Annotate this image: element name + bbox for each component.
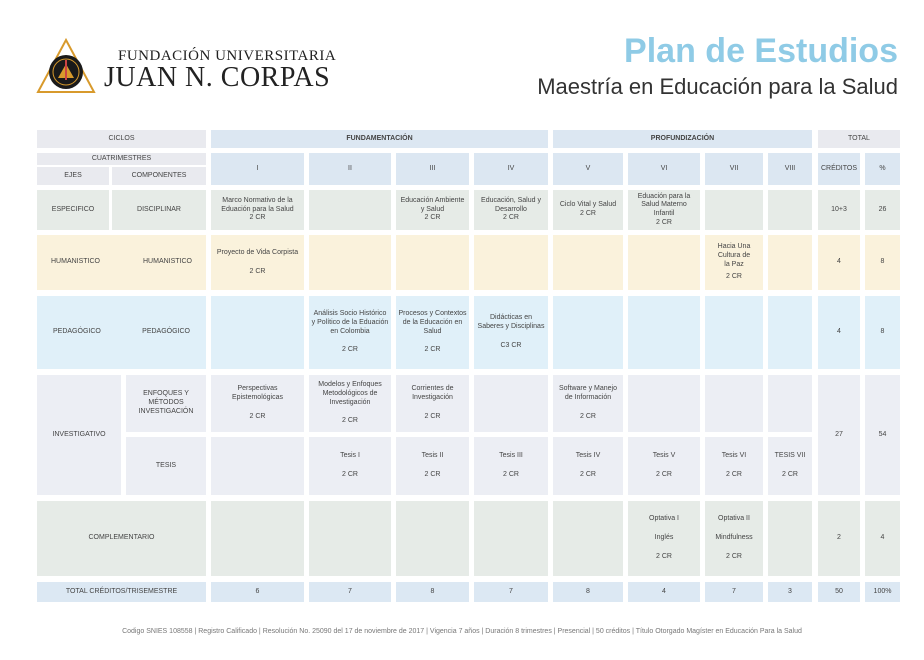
corpas-logo-icon — [36, 38, 96, 94]
course-cell — [309, 501, 391, 576]
course-cell — [768, 296, 812, 369]
course-cell — [705, 375, 763, 432]
humanistico-creditos: 4 — [818, 235, 860, 290]
semester-7-header: VII — [705, 153, 763, 185]
componente-enfoques: ENFOQUES Y MÉTODOS INVESTIGACIÓN — [126, 375, 206, 432]
course-cell — [396, 235, 469, 290]
course-cell: Tesis II 2 CR — [396, 437, 469, 495]
course-cell — [211, 296, 304, 369]
total-header: TOTAL — [818, 130, 900, 148]
investigativo-creditos: 27 — [818, 375, 860, 495]
logo-line-1: FUNDACIÓN UNIVERSITARIA — [118, 48, 337, 64]
total-value: 7 — [309, 582, 391, 602]
total-value: 8 — [396, 582, 469, 602]
cuatrimestres-header: CUATRIMESTRES — [37, 153, 206, 165]
course-cell: Educación Ambiente y Salud 2 CR — [396, 190, 469, 230]
course-cell: Hacia Una Cultura de la Paz 2 CR — [705, 235, 763, 290]
semester-3-header: III — [396, 153, 469, 185]
course-cell: Educación, Salud y Desarrollo 2 CR — [474, 190, 548, 230]
course-cell — [474, 235, 548, 290]
total-value: 4 — [628, 582, 700, 602]
humanistico-percent: 8 — [865, 235, 900, 290]
creditos-header: CRÉDITOS — [818, 153, 860, 185]
course-cell — [628, 375, 700, 432]
semester-8-header: VIII — [768, 153, 812, 185]
total-creditos: 50 — [818, 582, 860, 602]
course-cell — [474, 501, 548, 576]
eje-investigativo: INVESTIGATIVO — [37, 375, 121, 495]
course-cell: Procesos y Contextos de la Educación en Salud 2 CR — [396, 296, 469, 369]
course-cell — [628, 235, 700, 290]
course-cell — [309, 190, 391, 230]
especifico-creditos: 10+3 — [818, 190, 860, 230]
semester-4-header: IV — [474, 153, 548, 185]
course-cell — [211, 501, 304, 576]
course-cell — [553, 501, 623, 576]
course-cell: TESIS VII 2 CR — [768, 437, 812, 495]
total-value: 3 — [768, 582, 812, 602]
semester-6-header: VI — [628, 153, 700, 185]
logo-line-2: JUAN N. CORPAS — [104, 62, 331, 93]
total-percent: 100% — [865, 582, 900, 602]
especifico-percent: 26 — [865, 190, 900, 230]
ciclos-header: CICLOS — [37, 130, 206, 148]
pedagogico-creditos: 4 — [818, 296, 860, 369]
total-value: 8 — [553, 582, 623, 602]
course-cell — [474, 375, 548, 432]
course-cell: Tesis V 2 CR — [628, 437, 700, 495]
course-cell: Tesis I 2 CR — [309, 437, 391, 495]
eje-pedagogico: PEDAGÓGICO PEDAGÓGICO — [37, 296, 206, 369]
componentes-header: COMPONENTES — [112, 167, 206, 185]
course-cell: Marco Normativo de la Eduación para la Salud 2 CR — [211, 190, 304, 230]
totals-label: TOTAL CRÉDITOS/TRISEMESTRE — [37, 582, 206, 602]
course-cell: Eduación para la Salud Materno Infantil 2 CR — [628, 190, 700, 230]
course-cell: Proyecto de Vida Corpista 2 CR — [211, 235, 304, 290]
ejes-header: EJES — [37, 167, 109, 185]
semester-2-header: II — [309, 153, 391, 185]
eje-especifico: ESPECIFICO — [37, 190, 109, 230]
componente-tesis: TESIS — [126, 437, 206, 495]
course-cell — [768, 501, 812, 576]
course-cell: Ciclo Vital y Salud 2 CR — [553, 190, 623, 230]
course-cell: Perspectivas Epistemológicas 2 CR — [211, 375, 304, 432]
complementario-percent: 4 — [865, 501, 900, 576]
eje-complementario: COMPLEMENTARIO — [37, 501, 206, 576]
total-value: 6 — [211, 582, 304, 602]
course-cell: Optativa II Mindfulness 2 CR — [705, 501, 763, 576]
course-cell: Tesis III 2 CR — [474, 437, 548, 495]
course-cell — [396, 501, 469, 576]
course-cell: Análisis Socio Histórico y Político de la Eduación en Colombia 2 CR — [309, 296, 391, 369]
page-subtitle: Maestría en Educación para la Salud — [537, 74, 898, 99]
course-cell — [768, 235, 812, 290]
total-value: 7 — [474, 582, 548, 602]
semester-5-header: V — [553, 153, 623, 185]
course-cell: Didácticas en Saberes y Disciplinas C3 CR — [474, 296, 548, 369]
course-cell: Tesis VI 2 CR — [705, 437, 763, 495]
course-cell: Optativa I Inglés 2 CR — [628, 501, 700, 576]
course-cell: Modelos y Enfoques Metodológicos de Investigación 2 CR — [309, 375, 391, 432]
course-cell — [553, 235, 623, 290]
total-value: 7 — [705, 582, 763, 602]
percent-header: % — [865, 153, 900, 185]
course-cell — [211, 437, 304, 495]
complementario-creditos: 2 — [818, 501, 860, 576]
pedagogico-percent: 8 — [865, 296, 900, 369]
course-cell — [705, 190, 763, 230]
investigativo-percent: 54 — [865, 375, 900, 495]
course-cell — [309, 235, 391, 290]
course-cell: Tesis IV 2 CR — [553, 437, 623, 495]
page-title: Plan de Estudios — [624, 32, 898, 70]
course-cell — [768, 375, 812, 432]
semester-1-header: I — [211, 153, 304, 185]
course-cell — [768, 190, 812, 230]
course-cell — [553, 296, 623, 369]
eje-humanistico: HUMANISTICO HUMANISTICO — [37, 235, 206, 290]
course-cell: Corrientes de Investigación 2 CR — [396, 375, 469, 432]
profundizacion-header: PROFUNDIZACIÓN — [553, 130, 812, 148]
footer-info: Codigo SNIES 108558 | Registro Calificado | Resolución No. 25090 del 17 de noviembre de 2017 | Vigencia 7 años | Duración 8 trimestres | Presencial | 50 créditos | Título Otorgado Magíster en Educación Para la Salud — [122, 628, 802, 635]
course-cell — [705, 296, 763, 369]
fundamentacion-header: FUNDAMENTACIÓN — [211, 130, 548, 148]
course-cell — [628, 296, 700, 369]
course-cell: Software y Manejo de Información 2 CR — [553, 375, 623, 432]
componente-disciplinar: DISCIPLINAR — [112, 190, 206, 230]
